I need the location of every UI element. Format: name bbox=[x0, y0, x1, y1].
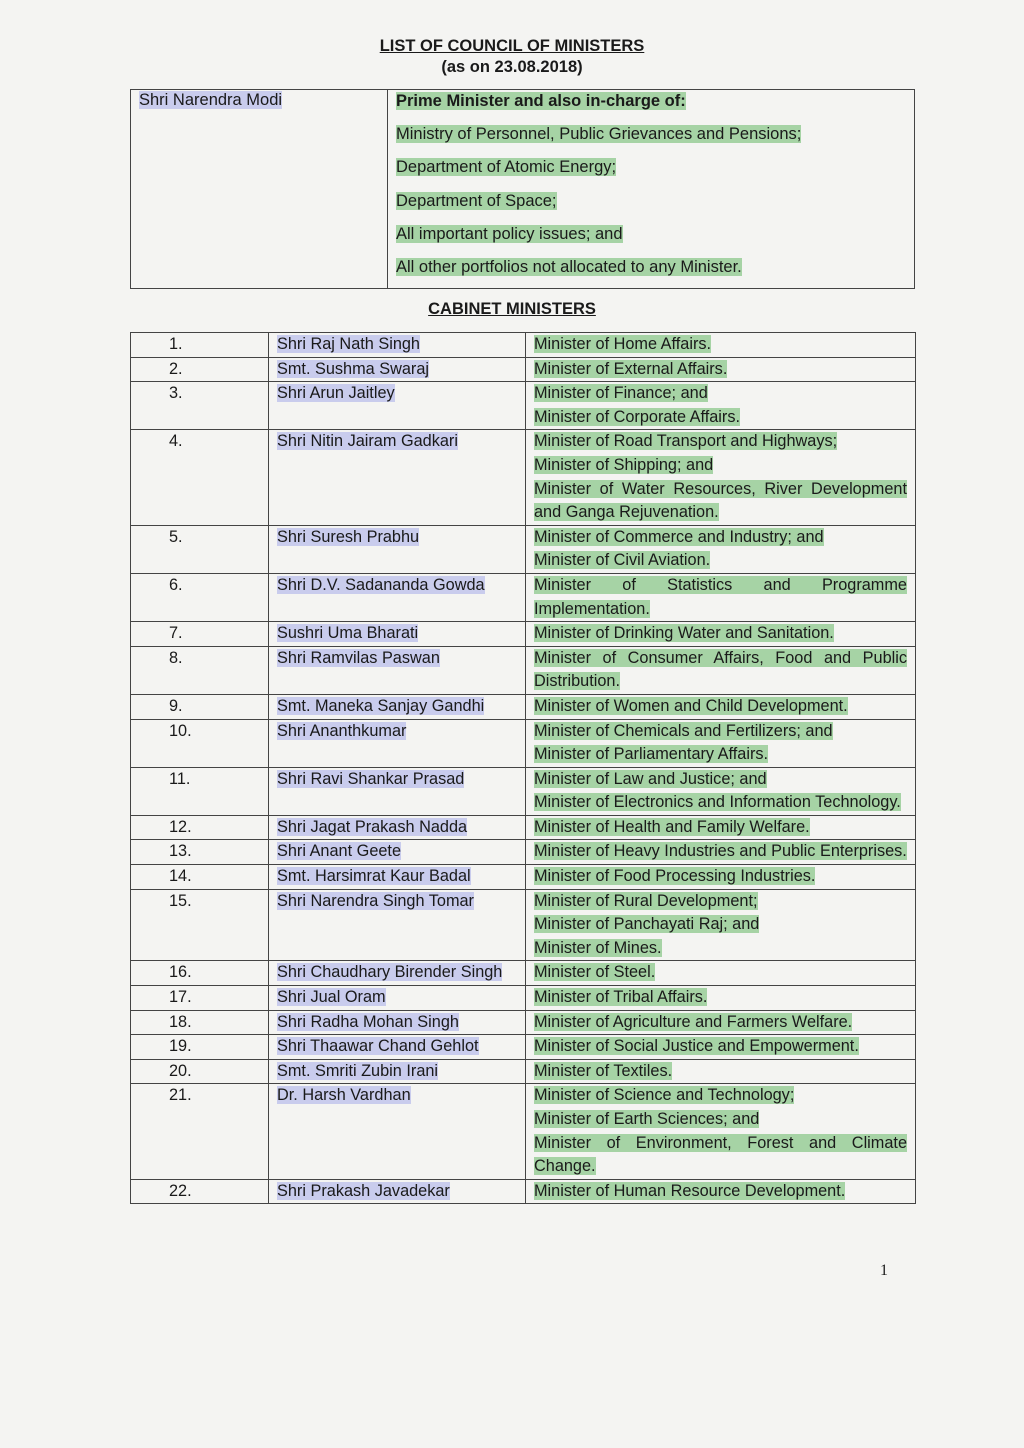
minister-name-cell bbox=[269, 573, 526, 621]
row-number: 10. bbox=[131, 719, 269, 767]
minister-name-cell bbox=[269, 1059, 526, 1084]
minister-name: Dr. Harsh Vardhan bbox=[277, 1086, 411, 1105]
portfolio-text: Minister of Textiles. bbox=[534, 1061, 673, 1080]
row-number: 21. bbox=[131, 1084, 269, 1179]
minister-name-cell bbox=[269, 694, 526, 719]
portfolio-cell bbox=[526, 865, 916, 890]
portfolio-text: Minister of Heavy Industries and Public Enterprises. bbox=[534, 842, 907, 861]
portfolio-text: Minister of External Affairs. bbox=[534, 359, 728, 378]
portfolio-text: Minister of Science and Technology; Minister of Earth Sciences; and Minister of Environment, Forest and Climate Change. bbox=[534, 1086, 907, 1176]
minister-name-cell bbox=[269, 1010, 526, 1035]
minister-name: Shri Jual Oram bbox=[277, 988, 386, 1007]
portfolio-text: Minister of Health and Family Welfare. bbox=[534, 817, 810, 836]
minister-name: Shri Arun Jaitley bbox=[277, 384, 395, 403]
row-number: 13. bbox=[131, 840, 269, 865]
minister-name: Shri Radha Mohan Singh bbox=[277, 1012, 459, 1031]
portfolio-cell bbox=[526, 622, 916, 647]
table-row bbox=[131, 986, 916, 1011]
row-number: 12. bbox=[131, 815, 269, 840]
portfolio-text: Minister of Food Processing Industries. bbox=[534, 867, 816, 886]
table-row bbox=[131, 889, 916, 961]
minister-name: Smt. Smriti Zubin Irani bbox=[277, 1061, 439, 1080]
minister-name-cell bbox=[269, 815, 526, 840]
minister-name-cell bbox=[269, 382, 526, 430]
minister-name-cell bbox=[269, 986, 526, 1011]
minister-name: Shri Thaawar Chand Gehlot bbox=[277, 1037, 479, 1056]
table-row bbox=[131, 1179, 916, 1204]
minister-name-cell bbox=[269, 333, 526, 358]
portfolio-text: Minister of Commerce and Industry; and Minister of Civil Aviation. bbox=[534, 527, 824, 570]
table-row bbox=[131, 573, 916, 621]
table-row bbox=[131, 382, 916, 430]
cabinet-ministers-table bbox=[130, 332, 916, 1204]
minister-name-cell bbox=[269, 961, 526, 986]
minister-name: Shri Chaudhary Birender Singh bbox=[277, 963, 503, 982]
portfolio-cell bbox=[526, 646, 916, 694]
pm-line: All other portfolios not allocated to any Minister. bbox=[396, 257, 742, 276]
minister-name: Shri Prakash Javadekar bbox=[277, 1181, 450, 1200]
prime-minister-box bbox=[130, 89, 915, 289]
portfolio-text: Minister of Women and Child Development. bbox=[534, 696, 848, 715]
portfolio-text: Minister of Human Resource Development. bbox=[534, 1181, 846, 1200]
table-row bbox=[131, 694, 916, 719]
portfolio-text: Minister of Road Transport and Highways; Minister of Shipping; and Minister of Water Resources, River Development and Ganga Rejuvenation. bbox=[534, 432, 907, 522]
portfolio-text: Minister of Law and Justice; and Minister of Electronics and Information Technology. bbox=[534, 769, 901, 812]
minister-name: Shri D.V. Sadananda Gowda bbox=[277, 575, 485, 594]
table-row bbox=[131, 1010, 916, 1035]
portfolio-text: Minister of Chemicals and Fertilizers; and Minister of Parliamentary Affairs. bbox=[534, 721, 833, 764]
minister-name-cell bbox=[269, 622, 526, 647]
minister-name-cell bbox=[269, 646, 526, 694]
portfolio-text: Minister of Agriculture and Farmers Welfare. bbox=[534, 1012, 853, 1031]
row-number: 22. bbox=[131, 1179, 269, 1204]
portfolio-cell bbox=[526, 889, 916, 961]
minister-name: Sushri Uma Bharati bbox=[277, 624, 419, 643]
pm-portfolio-list bbox=[396, 91, 801, 290]
portfolio-cell bbox=[526, 767, 916, 815]
minister-name-cell bbox=[269, 1179, 526, 1204]
minister-name: Shri Ramvilas Paswan bbox=[277, 648, 440, 667]
section-title: CABINET MINISTERS bbox=[428, 300, 596, 318]
minister-name: Shri Raj Nath Singh bbox=[277, 335, 420, 353]
minister-name-cell bbox=[269, 865, 526, 890]
table-row bbox=[131, 357, 916, 382]
minister-name: Shri Narendra Singh Tomar bbox=[277, 891, 474, 910]
portfolio-text: Minister of Finance; and Minister of Corporate Affairs. bbox=[534, 384, 741, 426]
pm-line: Department of Atomic Energy; bbox=[396, 158, 617, 177]
portfolio-cell bbox=[526, 694, 916, 719]
row-number: 16. bbox=[131, 961, 269, 986]
portfolio-cell bbox=[526, 840, 916, 865]
portfolio-cell bbox=[526, 986, 916, 1011]
portfolio-cell bbox=[526, 382, 916, 430]
document-title: LIST OF COUNCIL OF MINISTERS bbox=[379, 37, 645, 55]
minister-name: Shri Ananthkumar bbox=[277, 721, 407, 740]
minister-name-cell bbox=[269, 840, 526, 865]
pm-line: Department of Space; bbox=[396, 191, 557, 210]
row-number: 1. bbox=[131, 333, 269, 358]
table-row bbox=[131, 1059, 916, 1084]
table-row bbox=[131, 646, 916, 694]
portfolio-cell bbox=[526, 1010, 916, 1035]
portfolio-text: Minister of Rural Development; Minister of Panchayati Raj; and Minister of Mines. bbox=[534, 891, 760, 957]
row-number: 2. bbox=[131, 357, 269, 382]
minister-name-cell bbox=[269, 357, 526, 382]
table-row bbox=[131, 1035, 916, 1060]
portfolio-cell bbox=[526, 1059, 916, 1084]
portfolio-text: Minister of Drinking Water and Sanitation. bbox=[534, 624, 834, 643]
row-number: 7. bbox=[131, 622, 269, 647]
row-number: 9. bbox=[131, 694, 269, 719]
pm-name: Shri Narendra Modi bbox=[139, 91, 283, 109]
minister-name: Shri Ravi Shankar Prasad bbox=[277, 769, 465, 788]
row-number: 5. bbox=[131, 525, 269, 573]
portfolio-cell bbox=[526, 430, 916, 525]
minister-name-cell bbox=[269, 1035, 526, 1060]
table-row bbox=[131, 767, 916, 815]
row-number: 3. bbox=[131, 382, 269, 430]
page-number: 1 bbox=[880, 1262, 888, 1279]
row-number: 15. bbox=[131, 889, 269, 961]
minister-name-cell bbox=[269, 889, 526, 961]
portfolio-text: Minister of Consumer Affairs, Food and Public Distribution. bbox=[534, 648, 907, 691]
portfolio-text: Minister of Statistics and Programme Implementation. bbox=[534, 575, 907, 618]
table-row bbox=[131, 815, 916, 840]
portfolio-cell bbox=[526, 333, 916, 358]
row-number: 17. bbox=[131, 986, 269, 1011]
table-row bbox=[131, 622, 916, 647]
portfolio-text: Minister of Steel. bbox=[534, 963, 656, 982]
minister-name: Shri Suresh Prabhu bbox=[277, 527, 420, 546]
minister-name: Shri Jagat Prakash Nadda bbox=[277, 817, 468, 836]
portfolio-cell bbox=[526, 1035, 916, 1060]
table-row bbox=[131, 430, 916, 525]
minister-name: Shri Anant Geete bbox=[277, 842, 402, 861]
table-row bbox=[131, 961, 916, 986]
portfolio-cell bbox=[526, 1179, 916, 1204]
table-row bbox=[131, 719, 916, 767]
row-number: 4. bbox=[131, 430, 269, 525]
row-number: 20. bbox=[131, 1059, 269, 1084]
minister-name: Shri Nitin Jairam Gadkari bbox=[277, 432, 458, 451]
table-row bbox=[131, 333, 916, 358]
minister-name-cell bbox=[269, 767, 526, 815]
minister-name-cell bbox=[269, 525, 526, 573]
row-number: 11. bbox=[131, 767, 269, 815]
row-number: 6. bbox=[131, 573, 269, 621]
portfolio-text: Minister of Home Affairs. bbox=[534, 335, 712, 353]
table-row bbox=[131, 840, 916, 865]
document-subtitle: (as on 23.08.2018) bbox=[441, 58, 583, 76]
table-row bbox=[131, 525, 916, 573]
minister-name-cell bbox=[269, 1084, 526, 1179]
table-row bbox=[131, 1084, 916, 1179]
column-divider bbox=[387, 90, 388, 288]
pm-line: Prime Minister and also in-charge of: bbox=[396, 92, 686, 110]
portfolio-cell bbox=[526, 525, 916, 573]
minister-name-cell bbox=[269, 430, 526, 525]
pm-line: Ministry of Personnel, Public Grievances and Pensions; bbox=[396, 125, 802, 144]
portfolio-cell bbox=[526, 815, 916, 840]
minister-name: Smt. Harsimrat Kaur Badal bbox=[277, 867, 471, 886]
portfolio-cell bbox=[526, 573, 916, 621]
portfolio-cell bbox=[526, 1084, 916, 1179]
table-row bbox=[131, 865, 916, 890]
row-number: 8. bbox=[131, 646, 269, 694]
minister-name: Smt. Sushma Swaraj bbox=[277, 359, 430, 378]
row-number: 18. bbox=[131, 1010, 269, 1035]
row-number: 19. bbox=[131, 1035, 269, 1060]
pm-line: All important policy issues; and bbox=[396, 224, 623, 243]
row-number: 14. bbox=[131, 865, 269, 890]
portfolio-text: Minister of Social Justice and Empowerment. bbox=[534, 1037, 859, 1056]
minister-name: Smt. Maneka Sanjay Gandhi bbox=[277, 696, 485, 715]
portfolio-cell bbox=[526, 357, 916, 382]
portfolio-text: Minister of Tribal Affairs. bbox=[534, 988, 708, 1007]
minister-name-cell bbox=[269, 719, 526, 767]
portfolio-cell bbox=[526, 961, 916, 986]
portfolio-cell bbox=[526, 719, 916, 767]
